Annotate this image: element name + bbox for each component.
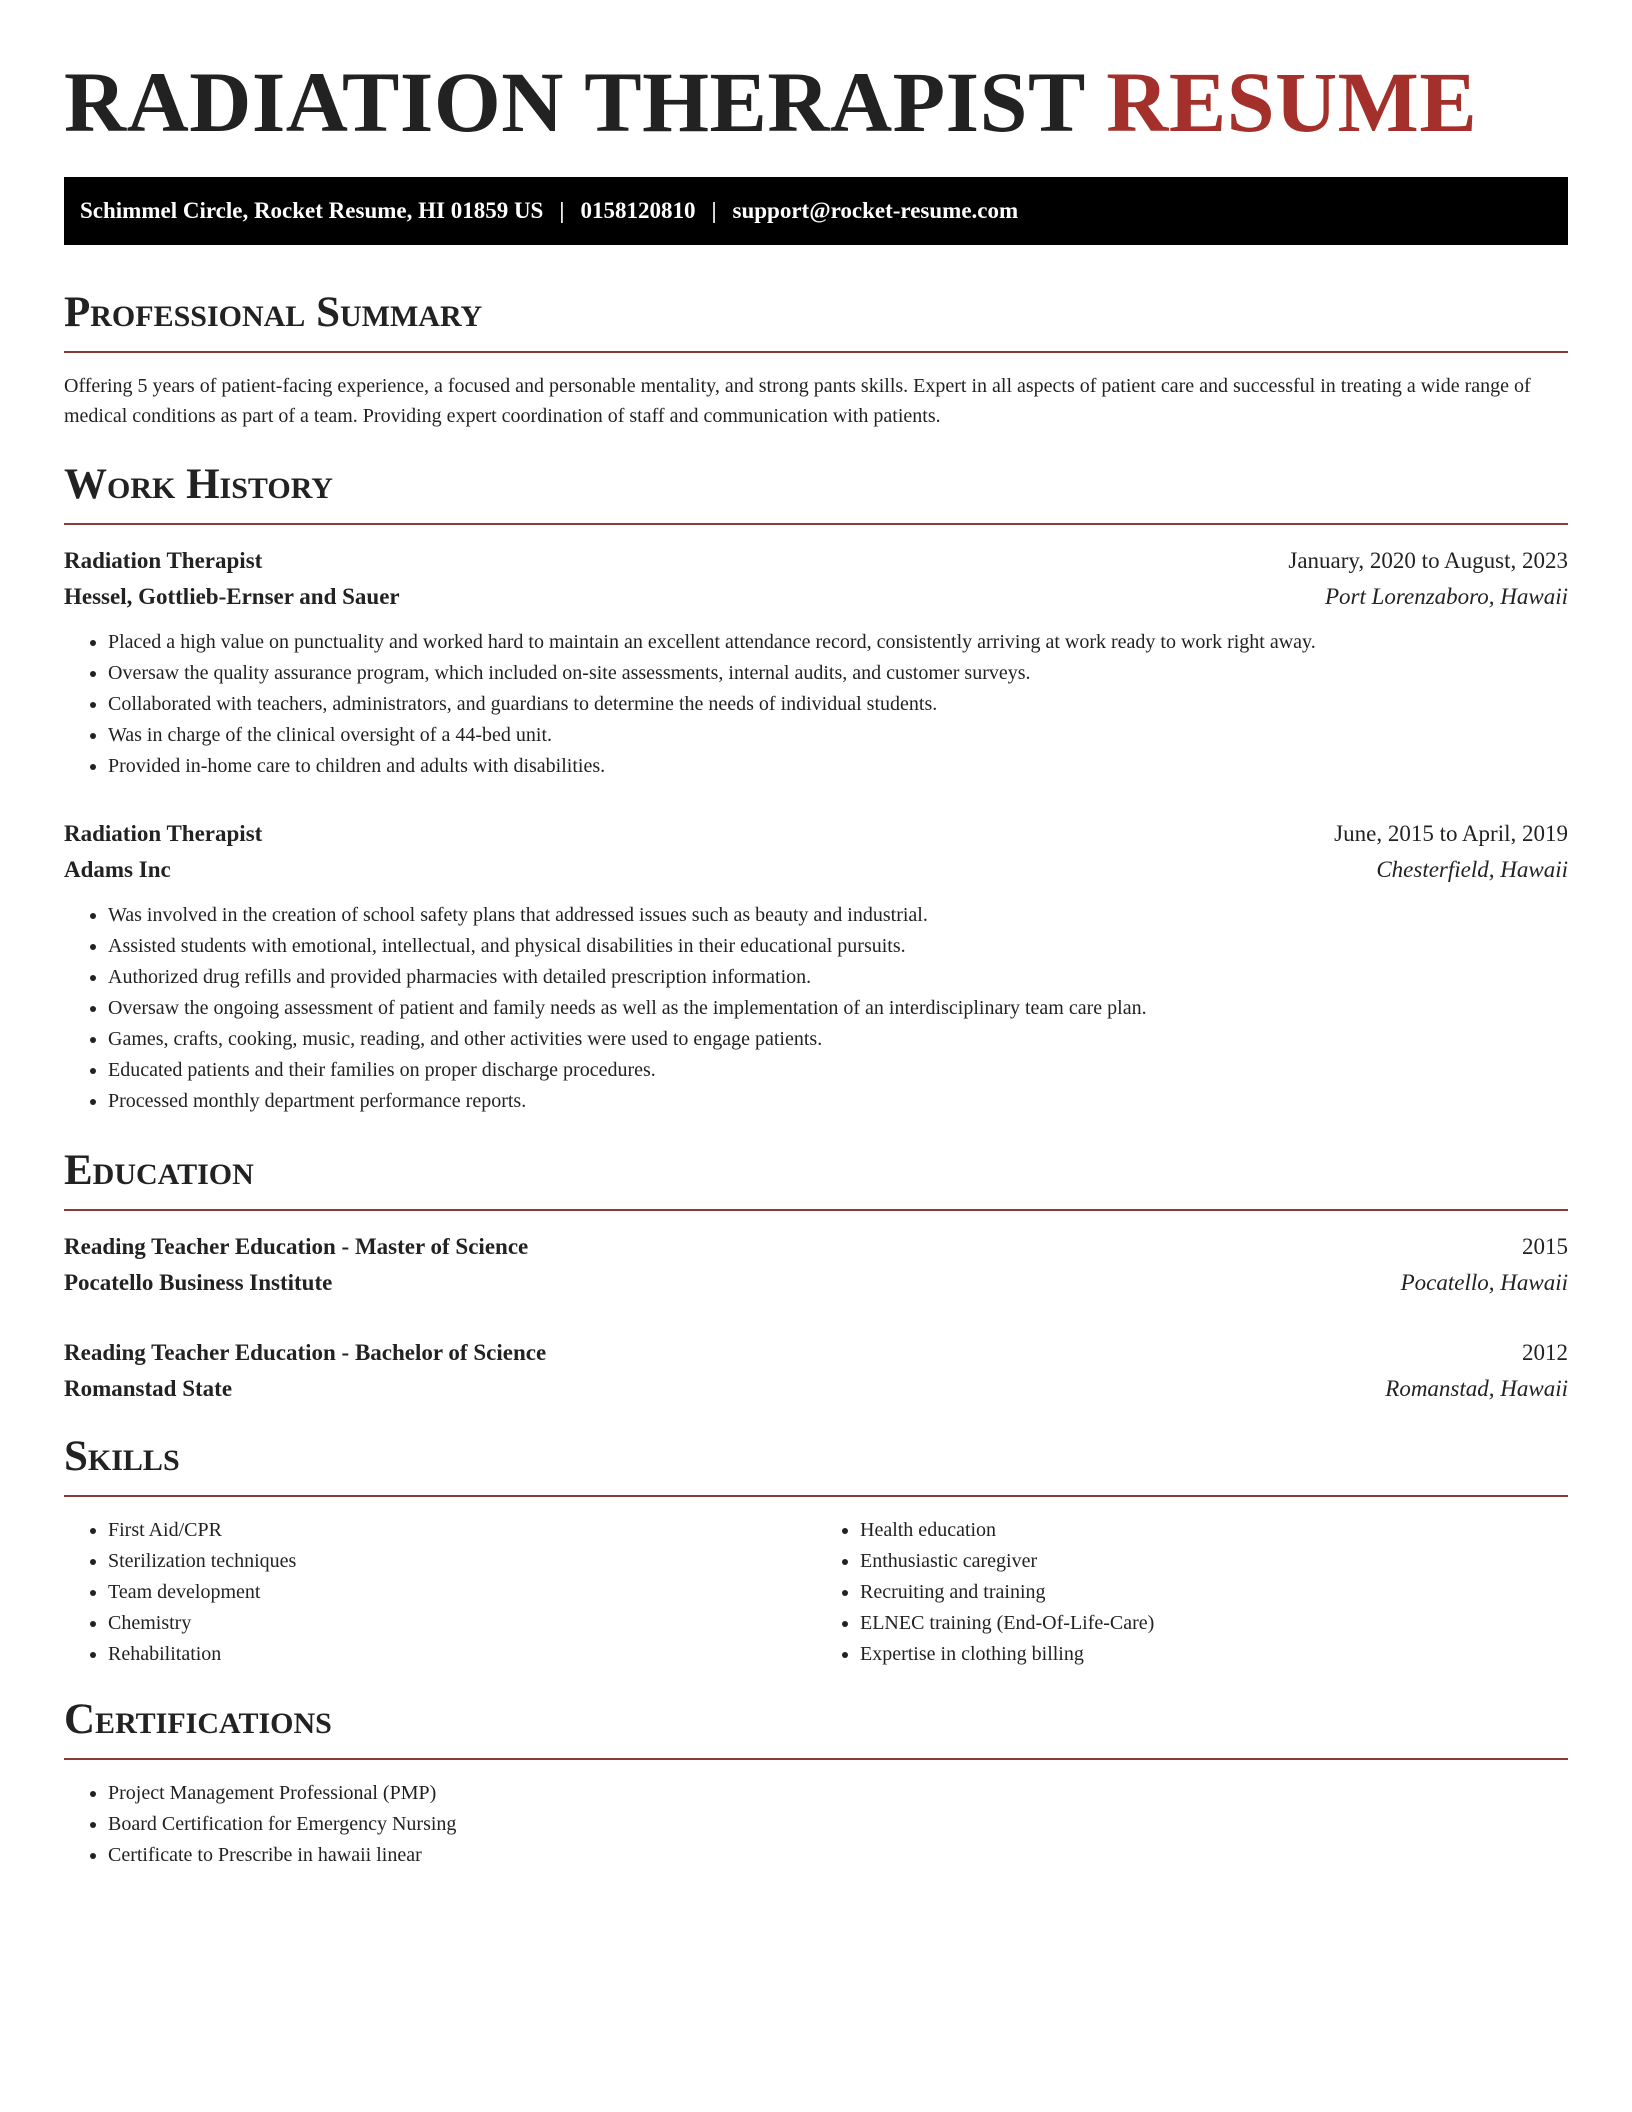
education-entry	[64, 1229, 1568, 1301]
skills-list-right	[816, 1515, 1568, 1670]
job-header-row	[64, 816, 1568, 852]
resume-title	[64, 52, 1568, 152]
summary-text: Offering 5 years of patient-facing experience, a focused and personable mentality, and strong pants skills. Expert in all aspects of patient care and successful in treating a wide range of medical conditions as part of a team. Providing expert coordination of staff and communication with patients.	[64, 375, 1531, 427]
work-history-section	[64, 461, 1568, 1117]
contact-email[interactable]: support@rocket-resume.com	[732, 198, 1019, 223]
job-entry	[64, 816, 1568, 1117]
education-section	[64, 1147, 1568, 1407]
job-title: Radiation Therapist	[64, 821, 263, 846]
job-dates: June, 2015 to April, 2019	[1334, 821, 1568, 846]
section-divider	[64, 351, 1568, 353]
list-item: • Recruiting and training	[860, 1577, 1568, 1608]
list-item: • Placed a high value on punctuality and worked hard to maintain an excellent attendance record, consistently arriving at work ready to work right away.	[108, 627, 1568, 658]
list-item: • Authorized drug refills and provided pharmacies with detailed prescription information.	[108, 962, 1568, 993]
list-item: • Oversaw the ongoing assessment of patient and family needs as well as the implementation of an interdisciplinary team care plan.	[108, 993, 1568, 1024]
job-header-row	[64, 543, 1568, 579]
list-item: • Chemistry	[108, 1608, 816, 1639]
list-item: • Expertise in clothing billing	[860, 1639, 1568, 1670]
education-year: 2015	[1522, 1234, 1568, 1259]
job-company: Adams Inc	[64, 857, 171, 882]
education-degree: Reading Teacher Education - Master of Science	[64, 1234, 529, 1259]
list-item: • ELNEC training (End-Of-Life-Care)	[860, 1608, 1568, 1639]
contact-separator: |	[711, 198, 717, 223]
skills-grid	[64, 1515, 1568, 1670]
section-divider	[64, 1209, 1568, 1211]
certifications-list	[64, 1778, 1568, 1871]
title-accent: RESUME	[1106, 54, 1478, 150]
list-item: • Sterilization techniques	[108, 1546, 816, 1577]
education-heading: Education	[64, 1147, 254, 1194]
education-degree: Reading Teacher Education - Bachelor of Science	[64, 1340, 547, 1365]
list-item: • Collaborated with teachers, administrators, and guardians to determine the needs of individual students.	[108, 689, 1568, 720]
skills-heading: Skills	[64, 1433, 180, 1480]
job-company-row	[64, 852, 1568, 888]
list-item: • Provided in-home care to children and adults with disabilities.	[108, 751, 1568, 782]
job-duties-list	[64, 627, 1568, 782]
education-location: Romanstad, Hawaii	[1385, 1376, 1568, 1401]
list-item: • Team development	[108, 1577, 816, 1608]
education-school-row	[64, 1371, 1568, 1407]
contact-phone[interactable]: 0158120810	[580, 198, 696, 223]
summary-section	[64, 289, 1568, 431]
contact-bar	[64, 177, 1568, 245]
list-item: • Educated patients and their families on proper discharge procedures.	[108, 1055, 1568, 1086]
list-item: • Project Management Professional (PMP)	[108, 1778, 1568, 1809]
education-location: Pocatello, Hawaii	[1400, 1270, 1568, 1295]
list-item: • Rehabilitation	[108, 1639, 816, 1670]
job-company-row	[64, 579, 1568, 615]
list-item: • Health education	[860, 1515, 1568, 1546]
list-item: • Board Certification for Emergency Nursing	[108, 1809, 1568, 1840]
job-duties-list	[64, 900, 1568, 1117]
education-degree-row	[64, 1229, 1568, 1265]
education-entry	[64, 1335, 1568, 1407]
education-school: Romanstad State	[64, 1376, 233, 1401]
education-school: Pocatello Business Institute	[64, 1270, 333, 1295]
education-school-row	[64, 1265, 1568, 1301]
certifications-heading: Certifications	[64, 1696, 332, 1743]
summary-heading: Professional Summary	[64, 289, 483, 336]
list-item: • First Aid/CPR	[108, 1515, 816, 1546]
education-degree-row	[64, 1335, 1568, 1371]
work-history-heading: Work History	[64, 461, 333, 508]
job-dates: January, 2020 to August, 2023	[1288, 548, 1568, 573]
job-title: Radiation Therapist	[64, 548, 263, 573]
section-divider	[64, 523, 1568, 525]
list-item: • Assisted students with emotional, intellectual, and physical disabilities in their educational pursuits.	[108, 931, 1568, 962]
education-year: 2012	[1522, 1340, 1568, 1365]
job-company: Hessel, Gottlieb-Ernser and Sauer	[64, 584, 400, 609]
job-location: Chesterfield, Hawaii	[1376, 857, 1568, 882]
section-divider	[64, 1495, 1568, 1497]
list-item: • Certificate to Prescribe in hawaii linear	[108, 1840, 1568, 1871]
section-divider	[64, 1758, 1568, 1760]
title-main: RADIATION THERAPIST	[64, 54, 1085, 150]
list-item: • Was in charge of the clinical oversight of a 44-bed unit.	[108, 720, 1568, 751]
skills-list-left	[64, 1515, 816, 1670]
job-entry	[64, 543, 1568, 782]
list-item: • Games, crafts, cooking, music, reading, and other activities were used to engage patients.	[108, 1024, 1568, 1055]
contact-address: Schimmel Circle, Rocket Resume, HI 01859 US	[80, 198, 544, 223]
list-item: • Processed monthly department performance reports.	[108, 1086, 1568, 1117]
job-location: Port Lorenzaboro, Hawaii	[1324, 584, 1568, 609]
skills-section	[64, 1433, 1568, 1670]
list-item: • Enthusiastic caregiver	[860, 1546, 1568, 1577]
certifications-section	[64, 1696, 1568, 1871]
list-item: • Was involved in the creation of school safety plans that addressed issues such as beauty and industrial.	[108, 900, 1568, 931]
contact-separator: |	[559, 198, 565, 223]
list-item: • Oversaw the quality assurance program, which included on-site assessments, internal audits, and customer surveys.	[108, 658, 1568, 689]
